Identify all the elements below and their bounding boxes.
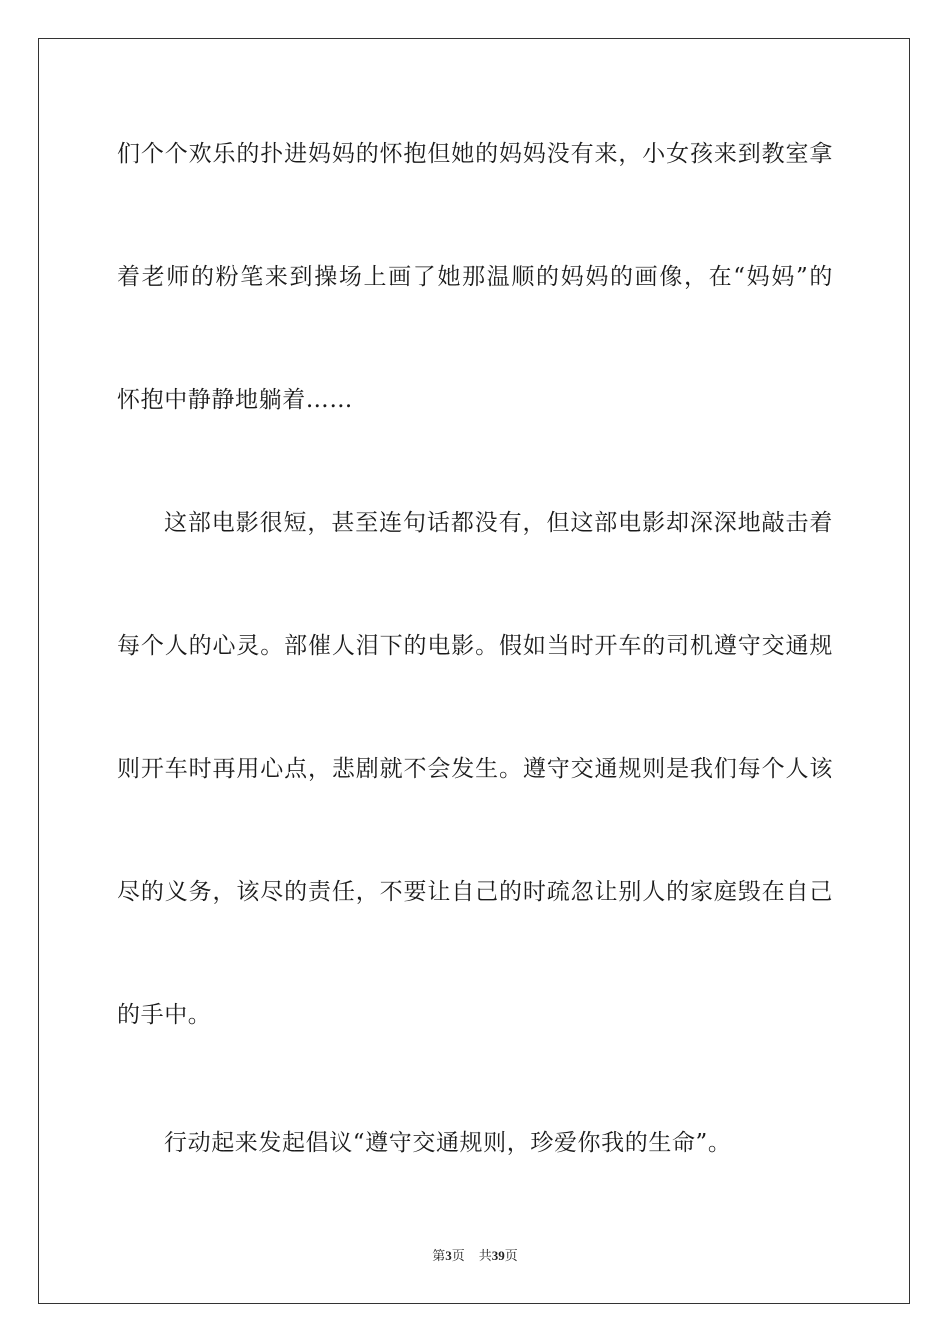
- total-prefix: 共: [478, 1249, 492, 1264]
- page-border: [38, 38, 910, 1304]
- body-line-2: 着老师的粉笔来到操场上画了她那温顺的妈妈的画像，在“妈妈”的: [117, 264, 833, 290]
- body-line-5: 每个人的心灵。部催人泪下的电影。假如当时开车的司机遵守交通规: [117, 633, 833, 659]
- total-pages: 39: [491, 1248, 505, 1263]
- page-prefix: 第: [432, 1249, 446, 1264]
- total-suffix: 页: [504, 1249, 518, 1264]
- body-line-9: 行动起来发起倡议“遵守交通规则，珍爱你我的生命”。: [164, 1130, 732, 1156]
- body-line-6: 则开车时再用心点，悲剧就不会发生。遵守交通规则是我们每个人该: [117, 756, 833, 782]
- page-footer: [0, 1247, 950, 1266]
- body-line-7: 尽的义务，该尽的责任，不要让自己的时疏忽让别人的家庭毁在自己: [117, 879, 833, 905]
- body-line-3: 怀抱中静静地躺着……: [117, 387, 353, 413]
- page-suffix: 页: [451, 1249, 465, 1264]
- body-line-1: 们个个欢乐的扑进妈妈的怀抱但她的妈妈没有来，小女孩来到教室拿: [117, 141, 833, 167]
- body-line-8: 的手中。: [117, 1002, 212, 1028]
- page-number: 3: [445, 1248, 452, 1263]
- body-line-4: 这部电影很短，甚至连句话都没有，但这部电影却深深地敲击着: [164, 510, 833, 536]
